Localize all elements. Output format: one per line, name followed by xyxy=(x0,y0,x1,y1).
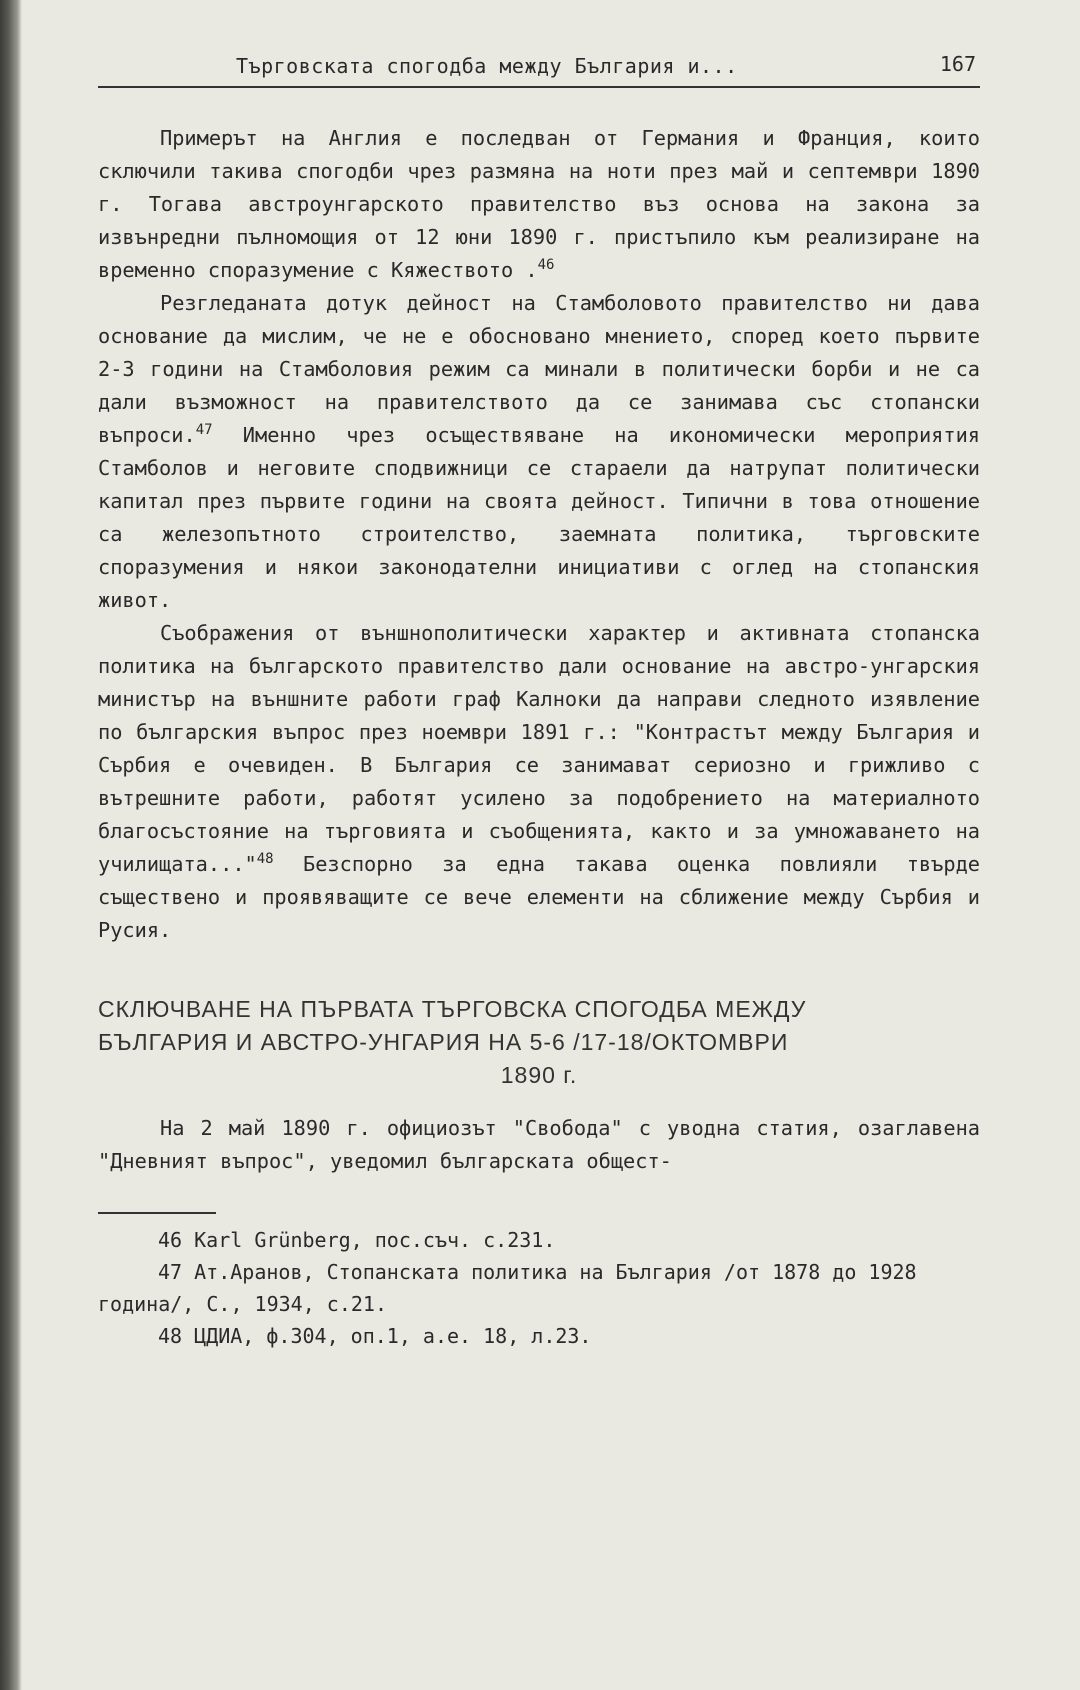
paragraph xyxy=(98,122,980,287)
body-text xyxy=(98,122,980,947)
footnote-48: 48 ЦДИА, ф.304, оп.1, а.е. 18, л.23. xyxy=(158,1324,592,1348)
footnote-divider xyxy=(98,1212,216,1214)
paragraph xyxy=(98,287,980,617)
footnote-ref: 47 xyxy=(195,422,213,439)
paragraph-text: Съображения от външнополитически характер и активната стопанска политика на българското правителство дали основание на австро-унгарския министър на външните работи граф Калноки да направи следното изявление по българския въпрос през ноември 1891 г.: "Контрастът между България и Сърбия е очевиден. В България се занимават сериозно и грижливо с вътрешните работи, работят усилено за подобрението на материалното благосъстояние на търговията и съобщенията, както и за умножаването на училищата..." xyxy=(98,621,980,876)
paragraph-text-continued: Безспорно за една такава оценка повлияли твърде съществено и проявяващите се вече елементи на сближение между Сърбия и Русия. xyxy=(98,852,980,942)
footnote-ref: 46 xyxy=(537,257,555,274)
section-heading-line-1: СКЛЮЧВАНЕ НА ПЪРВАТА ТЪРГОВСКА СПОГОДБА МЕЖДУ xyxy=(98,996,807,1022)
footnotes xyxy=(98,1224,980,1352)
footnote-ref: 48 xyxy=(256,851,274,868)
section-heading xyxy=(98,993,980,1092)
page-number: 167 xyxy=(939,52,976,76)
section-heading-line-3: 1890 г. xyxy=(500,1062,578,1088)
document-page xyxy=(98,50,980,1352)
footnote-46: 46 Karl Grünberg, пос.съч. с.231. xyxy=(158,1228,556,1252)
section-heading-line-2: БЪЛГАРИЯ И АВСТРО-УНГАРИЯ НА 5-6 /17-18/ОКТОМВРИ xyxy=(98,1029,789,1055)
paragraph: На 2 май 1890 г. официозът "Свобода" с уводна статия, озаглавена "Дневният въпрос", уведомил българската общест- xyxy=(98,1116,980,1173)
book-spine-shadow xyxy=(0,0,22,1690)
footnote-47: 47 Ат.Аранов, Стопанската политика на България /от 1878 до 1928 година/, С., 1934, с.21. xyxy=(98,1260,917,1316)
running-header xyxy=(98,50,980,88)
paragraph-text: Примерът на Англия е последван от Германия и Франция, които сключили такива спогодби чрез размяна на ноти през май и септември 1890 г. Тогава австроунгарското правителство въз основа на закона за извънредни пълномощия от 12 юни 1890 г. пристъпило към реализиране на временно споразумение с Кяжеството . xyxy=(98,126,980,282)
running-title: Търговската спогодба между България и... xyxy=(236,54,738,78)
paragraph-text: Резгледаната дотук дейност на Стамболовото правителство ни дава основание да мислим, че не е обосновано мнението, според което първите 2-3 години на Стамболовия режим са минали в политически борби и не са дали възможност на правителството да се занимава със стопански въпроси. xyxy=(98,291,980,447)
paragraph xyxy=(98,617,980,947)
section-body xyxy=(98,1112,980,1178)
paragraph-text-continued: Именно чрез осъществяване на икономически мероприятия Стамболов и неговите сподвижници се стараели да натрупат политически капитал през първите години на своята дейност. Типични в това отношение са железопътното строителство, заемната политика, търговските споразумения и някои законодателни инициативи с оглед на стопанския живот. xyxy=(98,423,980,612)
